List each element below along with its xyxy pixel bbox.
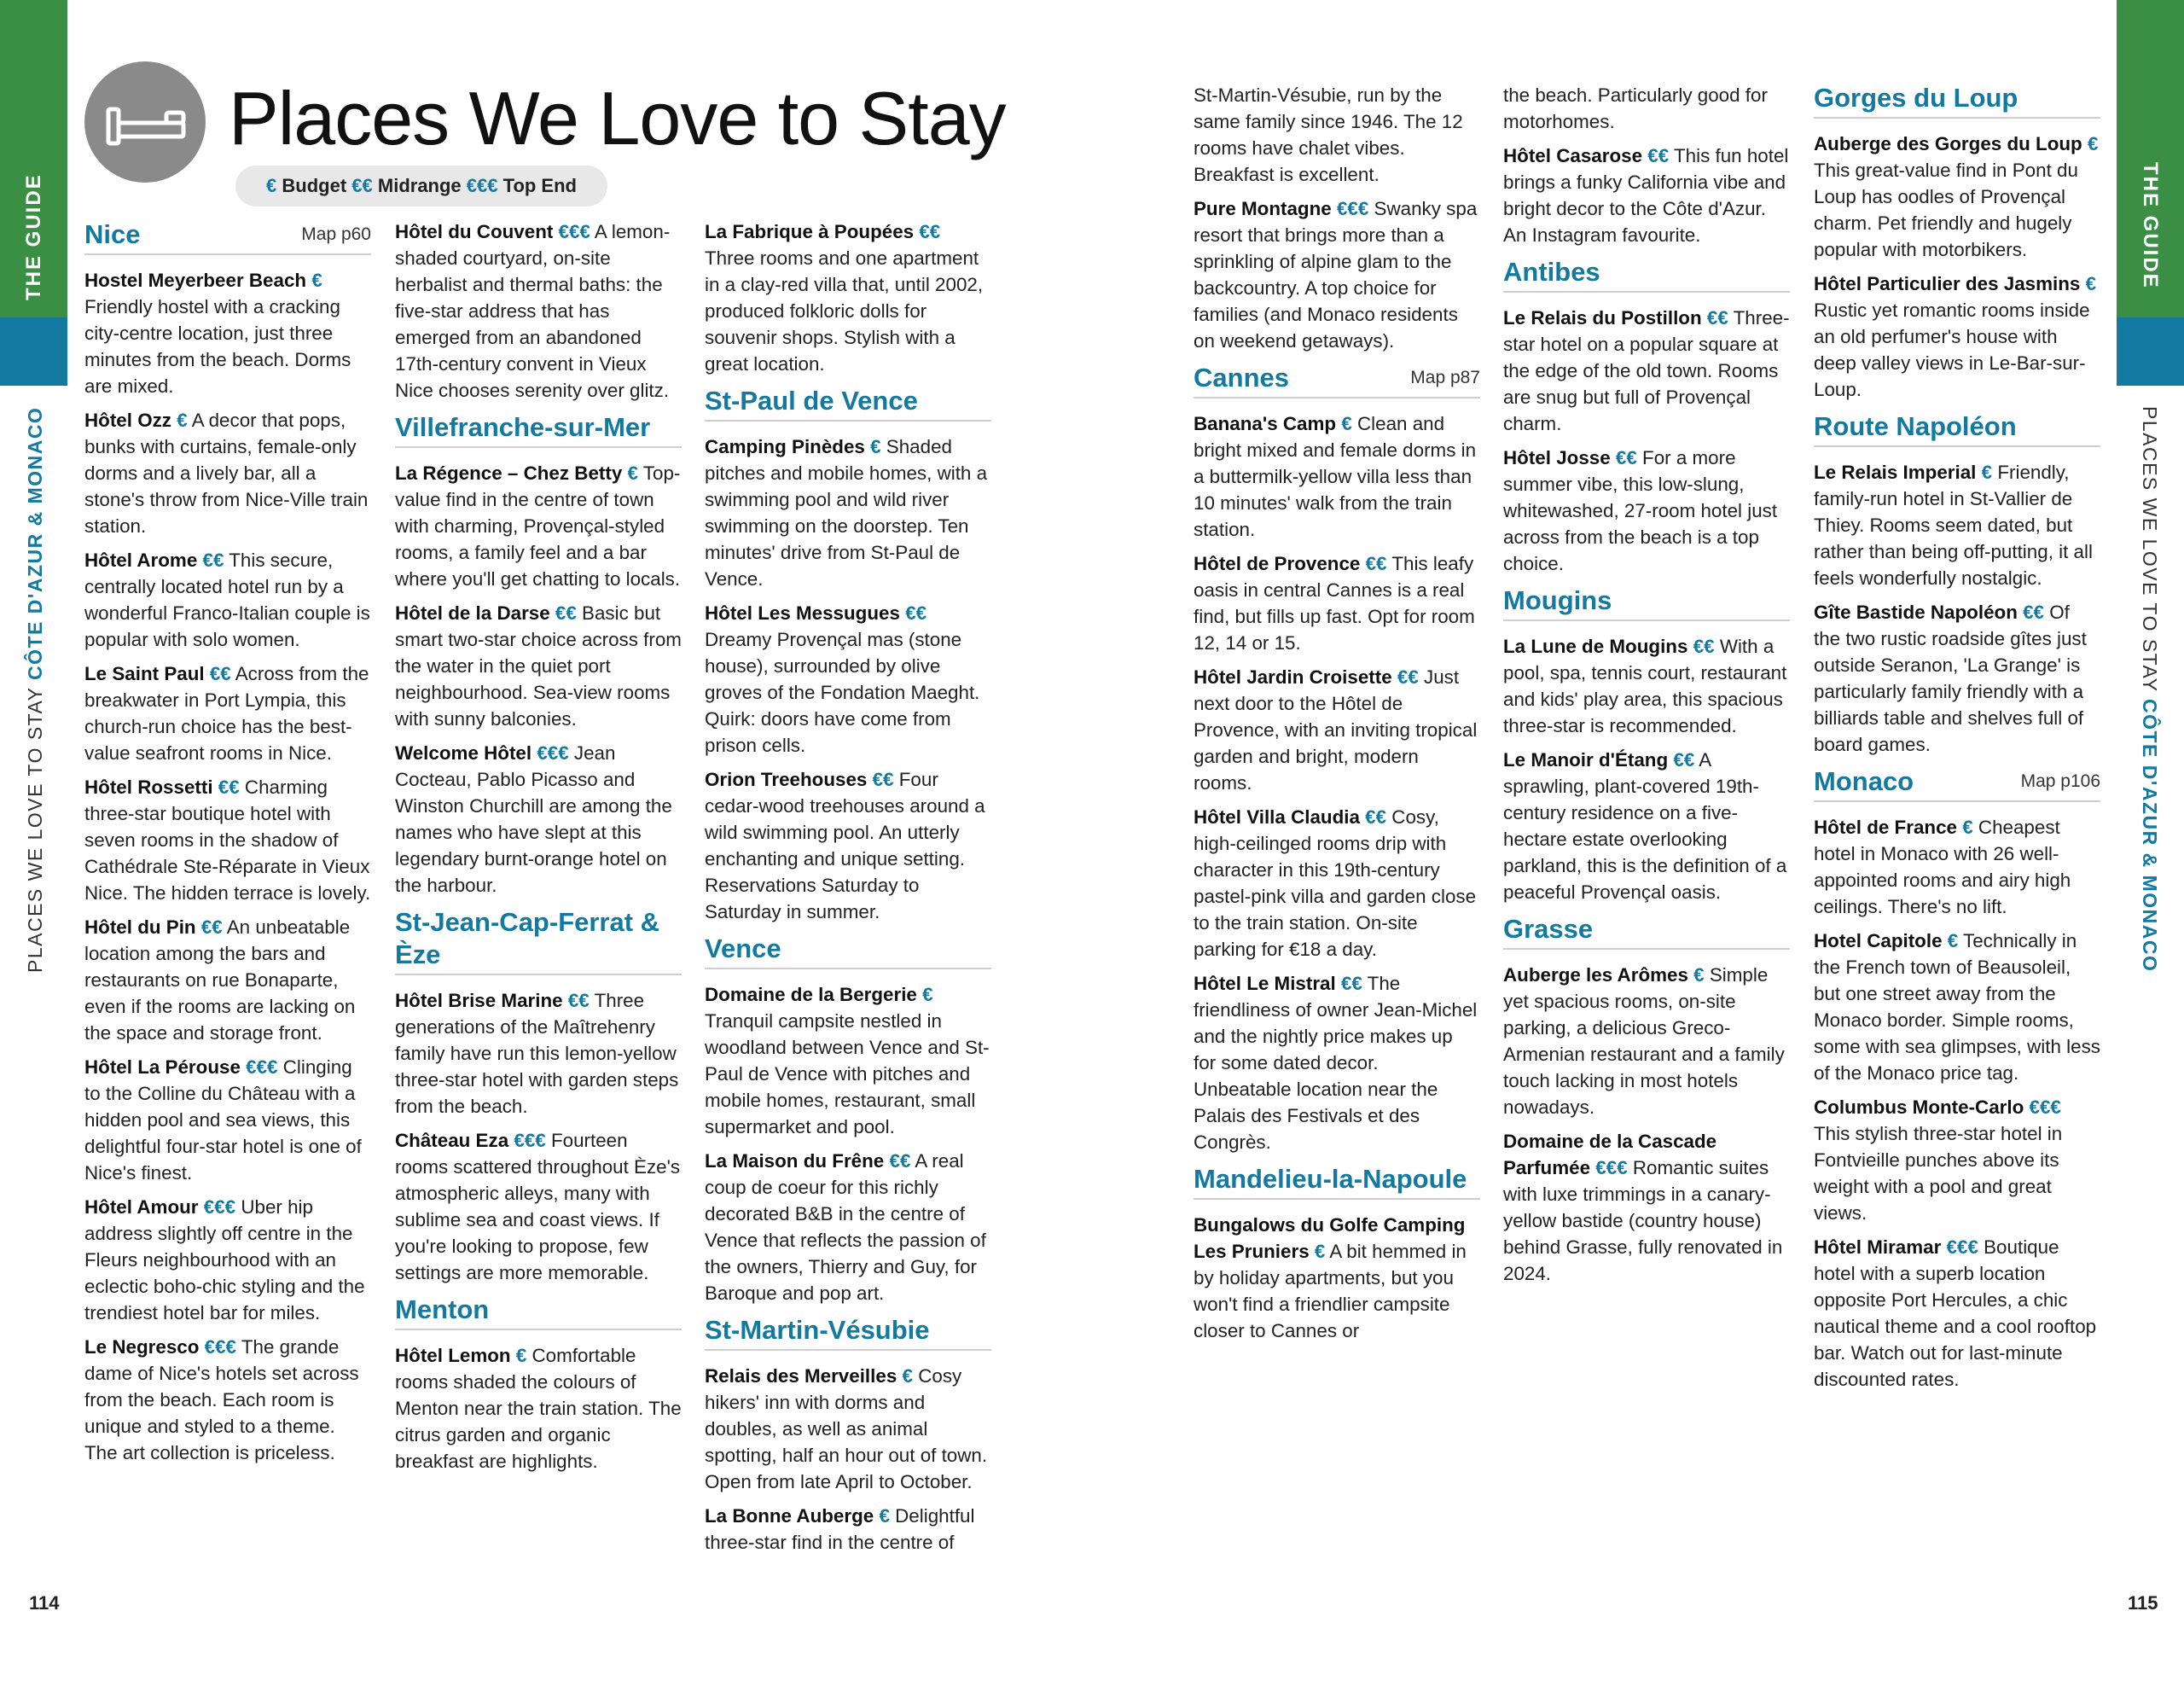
listing-description: Clinging to the Colline du Château with a hidden pool and sea views, this delightful four-star hotel is one of Nice's finest. — [84, 1056, 362, 1184]
listing-entry — [84, 547, 371, 653]
price-badge: € — [902, 1365, 913, 1387]
listing-description: Uber hip address slightly off centre in the Fleurs neighbourhood with an eclectic boho-chic styling and the trendiest hotel bar for miles. — [84, 1196, 365, 1323]
section-title: Gorges du Loup — [1814, 83, 2018, 113]
price-legend — [235, 166, 607, 206]
listing-entry — [84, 774, 371, 906]
listing-description: Shaded pitches and mobile homes, with a swimming pool and wild river swimming on the doorstep. Ten minutes' drive from St-Paul de Vence. — [705, 436, 988, 590]
listing-entry — [1503, 445, 1790, 577]
listing-name: Banana's Camp — [1194, 413, 1337, 434]
listing-description: Romantic suites with luxe trimmings in a canary-yellow bastide (country house) behind Grasse, fully renovated in 2024. — [1503, 1157, 1783, 1284]
listing-name: Hôtel Le Mistral — [1194, 973, 1336, 994]
listing-entry — [1503, 82, 1790, 135]
listing-entry — [1194, 970, 1480, 1155]
listing-entry — [705, 981, 991, 1140]
listing-description: A real coup de coeur for this richly decorated B&B in the centre of Vence that reflects the passion of the owners, Thierry and Guy, for Baroque and pop art. — [705, 1150, 986, 1304]
listing-name: Hôtel Brise Marine — [395, 990, 563, 1011]
listing-name: Orion Treehouses — [705, 769, 868, 790]
listing-name: Hôtel Josse — [1503, 447, 1611, 468]
listing-entry — [84, 267, 371, 399]
listing-entry — [84, 1194, 371, 1326]
listing-entry — [84, 1334, 371, 1466]
price-badge: €€ — [209, 663, 231, 684]
price-badge: €€ — [218, 777, 240, 798]
listing-description: Rustic yet romantic rooms inside an old perfumer's house with deep valley views in Le-Bar-sur-Loup. — [1814, 300, 2090, 400]
right-running-head-text: PLACES WE LOVE TO STAY — [2139, 406, 2161, 699]
listing-description: Four cedar-wood treehouses around a wild swimming pool. An utterly enchanting and unique setting. Reservations Saturday to Saturday in summer. — [705, 769, 985, 922]
listing-description: Dreamy Provençal mas (stone house), surrounded by olive groves of the Fondation Maeght. Quirk: doors have come from prison cells. — [705, 629, 980, 756]
price-badge: € — [1314, 1241, 1326, 1262]
price-badge: € — [177, 410, 188, 431]
listing-description: Across from the breakwater in Port Lympia, this church-run choice has the best-value seafront rooms in Nice. — [84, 663, 369, 764]
listing-description: Of the two rustic roadside gîtes just outside Seranon, 'La Grange' is particularly family friendly with a billiards table and shelves full of board games. — [1814, 602, 2087, 755]
price-badge: €€ — [567, 990, 590, 1011]
price-badge: €€ — [1706, 307, 1728, 329]
section-header — [705, 385, 991, 422]
listing-description: A lemon-shaded courtyard, on-site herbalist and thermal baths: the five-star address that has emerged from an abandoned 17th-century convent in Vieux Nice chooses serenity over glitz. — [395, 221, 671, 401]
price-badge: €€€ — [204, 1336, 236, 1358]
listing-name: Hotel Capitole — [1814, 930, 1943, 951]
right-guide-label: THE GUIDE — [2139, 162, 2162, 289]
price-badge: € — [2085, 273, 2097, 294]
listing-name: Hôtel Villa Claudia — [1194, 806, 1360, 828]
section-header — [1194, 1163, 1480, 1200]
listing-entry — [84, 1054, 371, 1186]
listing-name: La Régence – Chez Betty — [395, 462, 623, 484]
listing-entry — [1503, 962, 1790, 1120]
listing-description: Just next door to the Hôtel de Provence, with an inviting tropical garden and bright, modern rooms. — [1194, 666, 1478, 794]
page-number-left: 114 — [29, 1592, 60, 1614]
listing-name: Hôtel de France — [1814, 817, 1957, 838]
right-running-head-region: CÔTE D'AZUR & MONACO — [2139, 698, 2161, 973]
section-header — [1194, 362, 1480, 398]
listing-name: Hôtel du Couvent — [395, 221, 554, 242]
listing-description: Simple yet spacious rooms, on-site parking, a delicious Greco-Armenian restaurant and a family touch lacking in most hotels nowadays. — [1503, 964, 1785, 1118]
right-section-tab — [2117, 317, 2184, 386]
listing-description: Friendly, family-run hotel in St-Vallier de Thiey. Rooms seem dated, but rather than being off-putting, it all feels wonderfully nostalgic. — [1814, 462, 2093, 589]
listing-description: Comfortable rooms shaded the colours of Menton near the train station. The citrus garden and organic breakfast are highlights. — [395, 1345, 682, 1472]
column-4 — [1194, 82, 1480, 1352]
legend-budget-label: Budget — [282, 175, 347, 196]
section-title: St-Jean-Cap-Ferrat & Èze — [395, 907, 660, 969]
price-badge: €€€ — [1336, 198, 1369, 219]
section-title: St-Martin-Vésubie — [705, 1315, 930, 1345]
listing-entry — [705, 766, 991, 925]
price-badge: €€ — [2023, 602, 2045, 623]
listing-description: Technically in the French town of Beausoleil, but one street away from the Monaco border. Simple rooms, some with sea glimpses, with less of the Monaco price tag. — [1814, 930, 2100, 1084]
listing-name: Hôtel La Pérouse — [84, 1056, 241, 1078]
listing-description: Three-star hotel on a popular square at the edge of the old town. Rooms are snug but full of Provençal charm. — [1503, 307, 1790, 434]
listing-name: Château Eza — [395, 1130, 509, 1151]
listing-description: Three generations of the Maîtrehenry family have run this lemon-yellow three-star hotel with garden steps from the beach. — [395, 990, 679, 1117]
listing-name: Bungalows du Golfe Camping Les Pruniers — [1194, 1214, 1466, 1262]
price-badge: €€€ — [1595, 1157, 1628, 1178]
listing-description: Tranquil campsite nestled in woodland between Vence and St-Paul de Vence with pitches and mobile homes, restaurant, small supermarket and pool. — [705, 1010, 990, 1137]
listing-name: Hôtel Arome — [84, 550, 198, 571]
price-badge: € — [627, 462, 638, 484]
listing-entry — [1194, 664, 1480, 796]
left-guide-label: THE GUIDE — [22, 173, 45, 300]
listing-description: This stylish three-star hotel in Fontvieille punches above its weight with a pool and great views. — [1814, 1123, 2063, 1224]
listing-name: Hôtel Lemon — [395, 1345, 511, 1366]
price-badge: €€ — [1615, 447, 1637, 468]
price-badge: € — [1947, 930, 1959, 951]
price-badge: € — [879, 1505, 890, 1527]
listing-name: Pure Montagne — [1194, 198, 1332, 219]
left-running-head-text: PLACES WE LOVE TO STAY — [24, 680, 46, 973]
listing-description: Boutique hotel with a superb location opposite Port Hercules, a chic nautical theme and a cool rooftop bar. Watch out for last-minute discounted rates. — [1814, 1236, 2097, 1390]
right-running-head — [2138, 406, 2161, 972]
listing-entry — [395, 1342, 682, 1475]
listing-name: Relais des Merveilles — [705, 1365, 897, 1387]
listing-entry — [1503, 143, 1790, 248]
section-header — [1814, 765, 2100, 802]
listing-entry — [1814, 1234, 2100, 1393]
price-badge: €€€ — [558, 221, 590, 242]
price-badge: € — [2087, 133, 2099, 154]
column-3 — [705, 218, 991, 1563]
listing-name: Hôtel de la Darse — [395, 602, 550, 624]
price-badge: €€ — [1365, 553, 1387, 574]
price-badge: € — [870, 436, 881, 457]
legend-midrange-symbol: €€ — [351, 175, 373, 196]
listing-entry — [1503, 747, 1790, 905]
left-side-tab — [0, 0, 67, 1681]
price-badge: €€ — [919, 221, 941, 242]
listing-name: Hôtel Jardin Croisette — [1194, 666, 1392, 688]
map-reference: Map p106 — [2020, 771, 2100, 791]
section-header — [84, 218, 371, 255]
map-reference: Map p60 — [301, 224, 371, 244]
section-header — [705, 933, 991, 969]
listing-name: Hôtel Casarose — [1503, 145, 1643, 166]
listing-description: For a more summer vibe, this low-slung, whitewashed, 27-room hotel just across from the beach is a top choice. — [1503, 447, 1778, 574]
listing-description: Charming three-star boutique hotel with seven rooms in the shadow of Cathédrale Ste-Réparate in Vieux Nice. The hidden terrace is lovely. — [84, 777, 371, 904]
price-badge: €€ — [200, 916, 223, 938]
legend-midrange-label: Midrange — [377, 175, 462, 196]
listing-name: Hostel Meyerbeer Beach — [84, 270, 307, 291]
listing-name: Le Manoir d'Étang — [1503, 749, 1669, 771]
price-badge: € — [1341, 413, 1352, 434]
listing-entry — [1194, 410, 1480, 543]
column-1 — [84, 218, 371, 1474]
listing-entry — [1503, 1128, 1790, 1287]
listing-entry — [1194, 550, 1480, 656]
price-badge: €€€ — [537, 742, 569, 764]
listing-name: Hôtel du Pin — [84, 916, 196, 938]
listing-entry — [1814, 270, 2100, 403]
listing-description: A sprawling, plant-covered 19th-century residence on a five-hectare estate overlooking parkland, this is the definition of a peaceful Provençal oasis. — [1503, 749, 1787, 903]
price-badge: € — [1962, 817, 1973, 838]
listing-name: Camping Pinèdes — [705, 436, 865, 457]
listing-description: Swanky spa resort that brings more than a sprinkling of alpine glam to the backcountry. A top choice for families (and Monaco residents on weekend getaways). — [1194, 198, 1478, 352]
map-reference: Map p87 — [1410, 368, 1480, 387]
listing-entry — [84, 407, 371, 539]
listing-name: Hôtel Ozz — [84, 410, 172, 431]
listing-name: Hôtel de Provence — [1194, 553, 1361, 574]
listing-entry — [1814, 599, 2100, 758]
page-title: Places We Love to Stay — [229, 76, 1006, 160]
column-6 — [1814, 82, 2100, 1400]
listing-description: This fun hotel brings a funky California vibe and bright decor to the Côte d'Azur. An Instagram favourite. — [1503, 145, 1789, 246]
column-2 — [395, 218, 682, 1482]
listing-name: La Bonne Auberge — [705, 1505, 874, 1527]
right-side-tab — [2117, 0, 2184, 1681]
section-header — [395, 906, 682, 975]
listing-entry — [395, 460, 682, 592]
section-title: St-Paul de Vence — [705, 386, 918, 416]
price-badge: €€ — [889, 1150, 911, 1172]
section-header — [1503, 585, 1790, 621]
price-badge: € — [1693, 964, 1705, 986]
listing-entry — [705, 1503, 991, 1556]
price-badge: €€€ — [1946, 1236, 1978, 1258]
listing-name: Gîte Bastide Napoléon — [1814, 602, 2018, 623]
listing-name: Columbus Monte-Carlo — [1814, 1096, 2024, 1118]
listing-description: Top-value find in the centre of town with charming, Provençal-styled rooms, a family feel and a bar where you'll get chatting to locals. — [395, 462, 681, 590]
price-badge: €€ — [202, 550, 224, 571]
legend-budget-symbol: € — [266, 175, 277, 196]
listing-entry — [1814, 814, 2100, 920]
price-badge: € — [1981, 462, 1993, 483]
listing-description: Fourteen rooms scattered throughout Èze's atmospheric alleys, many with sublime sea and coast views. If you're looking to propose, few settings are more memorable. — [395, 1130, 681, 1283]
listing-name: Hôtel Amour — [84, 1196, 199, 1218]
listing-description: Three rooms and one apartment in a clay-red villa that, until 2002, produced folkloric dolls for souvenir shops. Stylish with a great location. — [705, 247, 984, 375]
bed-icon-svg — [84, 61, 206, 183]
section-title: Mandelieu-la-Napoule — [1194, 1164, 1467, 1194]
listing-entry — [705, 1148, 991, 1306]
section-header — [1814, 82, 2100, 119]
listing-description: This leafy oasis in central Cannes is a real find, but fills up fast. Opt for room 12, 14 or 15. — [1194, 553, 1475, 654]
section-header — [1814, 410, 2100, 447]
price-badge: €€€ — [2029, 1096, 2061, 1118]
listing-entry — [1814, 131, 2100, 263]
listing-entry — [84, 660, 371, 766]
section-header — [395, 1294, 682, 1330]
listing-name: Hôtel Les Messugues — [705, 602, 900, 624]
listing-name: Auberge les Arômes — [1503, 964, 1688, 986]
section-title: Vence — [705, 934, 781, 963]
section-title: Villefranche-sur-Mer — [395, 412, 651, 442]
listing-name: Auberge des Gorges du Loup — [1814, 133, 2082, 154]
listing-description: Clean and bright mixed and female dorms in a buttermilk-yellow villa less than 10 minutes' walk from the train station. — [1194, 413, 1477, 540]
section-title: Cannes — [1194, 363, 1289, 393]
price-badge: €€ — [1647, 145, 1670, 166]
listing-entry — [705, 600, 991, 759]
listing-description: Cheapest hotel in Monaco with 26 well-appointed rooms and airy high ceilings. There's no lift. — [1814, 817, 2071, 917]
listing-entry — [84, 914, 371, 1046]
price-badge: €€€ — [246, 1056, 278, 1078]
price-badge: € — [311, 270, 322, 291]
listing-entry — [1814, 928, 2100, 1086]
section-title: Nice — [84, 219, 141, 249]
listing-entry — [1194, 82, 1480, 188]
listing-name: La Fabrique à Poupées — [705, 221, 915, 242]
left-running-head-region: CÔTE D'AZUR & MONACO — [24, 406, 46, 681]
page-number-right: 115 — [2128, 1592, 2158, 1614]
listing-entry — [1814, 459, 2100, 591]
listing-entry — [395, 1127, 682, 1286]
section-header — [705, 1314, 991, 1351]
price-badge: € — [515, 1345, 527, 1366]
listing-name: Welcome Hôtel — [395, 742, 532, 764]
listing-description: This great-value find in Pont du Loup has oodles of Provençal charm. Pet friendly and hugely popular with motorbikers. — [1814, 160, 2078, 260]
listing-entry — [395, 600, 682, 732]
listing-name: Domaine de la Bergerie — [705, 984, 917, 1005]
section-title: Antibes — [1503, 257, 1600, 287]
section-title: Monaco — [1814, 766, 1914, 796]
bed-icon — [84, 61, 206, 183]
price-badge: €€ — [555, 602, 577, 624]
listing-name: Hôtel Particulier des Jasmins — [1814, 273, 2081, 294]
section-header — [395, 411, 682, 448]
listing-description: Friendly hostel with a cracking city-centre location, just three minutes from the beach. Dorms are mixed. — [84, 296, 351, 397]
price-badge: €€ — [1365, 806, 1387, 828]
listing-entry — [1194, 804, 1480, 963]
listing-name: Le Saint Paul — [84, 663, 205, 684]
listing-name: Hôtel Rossetti — [84, 777, 213, 798]
price-badge: €€ — [1340, 973, 1362, 994]
listing-description: Cosy hikers' inn with dorms and doubles, as well as animal spotting, half an hour out of town. Open from late April to October. — [705, 1365, 988, 1492]
listing-description: A decor that pops, bunks with curtains, female-only dorms and a lively bar, all a stone's throw from Nice-Ville train station. — [84, 410, 369, 537]
listing-entry — [1503, 305, 1790, 437]
listing-entry — [1503, 633, 1790, 739]
listing-name: La Maison du Frêne — [705, 1150, 885, 1172]
listing-entry — [1194, 195, 1480, 354]
section-title: Menton — [395, 1294, 490, 1324]
listing-name: La Lune de Mougins — [1503, 636, 1688, 657]
listing-description: Jean Cocteau, Pablo Picasso and Winston Churchill are among the names who have slept at this legendary burnt-orange hotel on the harbour. — [395, 742, 672, 896]
listing-description: The grande dame of Nice's hotels set across from the beach. Each room is unique and styled to a theme. The art collection is priceless. — [84, 1336, 359, 1463]
listing-name: Le Negresco — [84, 1336, 200, 1358]
listing-description: The friendliness of owner Jean-Michel and the nightly price makes up for some dated decor. Unbeatable location near the Palais des Festivals et des Congrès. — [1194, 973, 1478, 1153]
listing-entry — [705, 218, 991, 377]
price-badge: €€ — [1397, 666, 1419, 688]
listing-entry — [1814, 1094, 2100, 1226]
listing-entry — [705, 433, 991, 592]
listing-entry — [1194, 1212, 1480, 1344]
legend-topend-symbol: €€€ — [466, 175, 498, 196]
listing-description: Delightful three-star find in the centre of — [705, 1505, 975, 1553]
listing-description: This secure, centrally located hotel run by a wonderful Franco-Italian couple is popular with solo women. — [84, 550, 370, 650]
listing-name: Domaine de la Cascade Parfumée — [1503, 1131, 1717, 1178]
listing-description: the beach. Particularly good for motorhomes. — [1503, 84, 1768, 132]
listing-entry — [395, 740, 682, 899]
left-section-tab — [0, 317, 67, 386]
listing-entry — [705, 1363, 991, 1495]
price-badge: €€ — [1693, 636, 1715, 657]
listing-description: A bit hemmed in by holiday apartments, but you won't find a friendlier campsite closer to Cannes or — [1194, 1241, 1467, 1341]
section-header — [1503, 256, 1790, 293]
column-5 — [1503, 82, 1790, 1294]
left-running-head — [24, 407, 47, 973]
price-badge: € — [922, 984, 933, 1005]
listing-name: Le Relais du Postillon — [1503, 307, 1702, 329]
price-badge: €€ — [1673, 749, 1695, 771]
listing-description: Basic but smart two-star choice across from the water in the quiet port neighbourhood. Sea-view rooms with sunny balconies. — [395, 602, 682, 730]
listing-entry — [395, 987, 682, 1120]
listing-description: With a pool, spa, tennis court, restaurant and kids' play area, this spacious three-star is recommended. — [1503, 636, 1787, 736]
price-badge: €€€ — [203, 1196, 236, 1218]
section-title: Grasse — [1503, 914, 1594, 944]
listing-name: Le Relais Imperial — [1814, 462, 1977, 483]
legend-topend-label: Top End — [502, 175, 577, 196]
price-badge: €€€ — [514, 1130, 546, 1151]
listing-description: St-Martin-Vésubie, run by the same family since 1946. The 12 rooms have chalet vibes. Breakfast is excellent. — [1194, 84, 1463, 185]
section-title: Route Napoléon — [1814, 411, 2017, 441]
listing-entry — [395, 218, 682, 404]
listing-name: Hôtel Miramar — [1814, 1236, 1942, 1258]
price-badge: €€ — [872, 769, 894, 790]
section-title: Mougins — [1503, 585, 1612, 615]
price-badge: €€ — [905, 602, 927, 624]
listing-description: Cosy, high-ceilinged rooms drip with character in this 19th-century pastel-pink villa and garden close to the train station. On-site parking for €18 a day. — [1194, 806, 1477, 960]
listing-description: An unbeatable location among the bars and restaurants on rue Bonaparte, even if the rooms are lacking on the space and storage front. — [84, 916, 356, 1044]
section-header — [1503, 913, 1790, 950]
